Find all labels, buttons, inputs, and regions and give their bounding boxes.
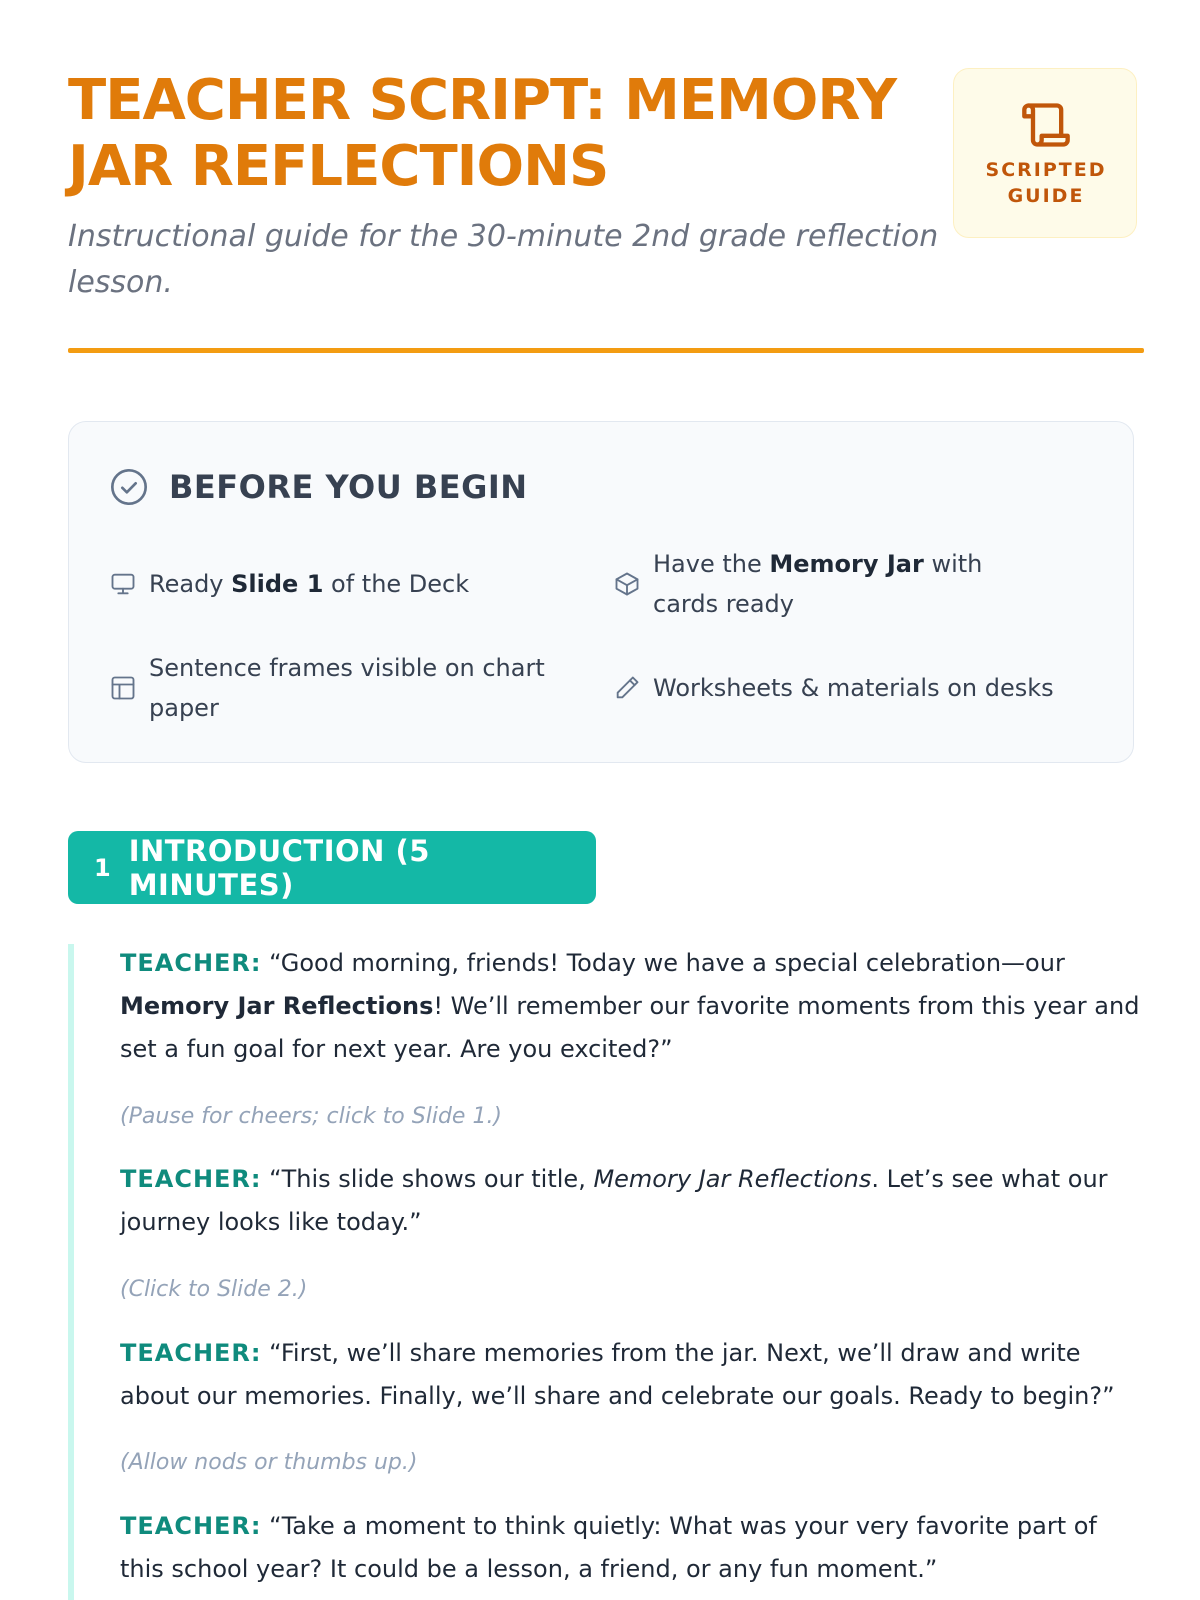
speaker-label: TEACHER: xyxy=(120,949,262,977)
script-line-3: TEACHER: “First, we’ll share memories from the jar. Next, we’ll draw and write about our memories. Finally, we’ll share and celebrate our goals. Ready to begin?” xyxy=(120,1339,1115,1410)
speaker-label: TEACHER: xyxy=(120,1339,262,1367)
before-you-begin-title: BEFORE YOU BEGIN xyxy=(169,468,528,506)
page-subtitle: Instructional guide for the 30-minute 2nd grade reflection lesson. xyxy=(68,219,939,300)
document-header xyxy=(68,68,1144,348)
script-line-2: TEACHER: “This slide shows our title, Memory Jar Reflections. Let’s see what our journey looks like today.” xyxy=(120,1165,1108,1236)
checklist-item-slide: Ready Slide 1 of the Deck xyxy=(109,564,569,604)
header-divider xyxy=(68,348,1144,353)
section-introduction-tag xyxy=(68,831,596,904)
layout-icon xyxy=(109,674,137,702)
scroll-icon xyxy=(1020,99,1072,151)
badge-line-1: SCRIPTED xyxy=(985,159,1107,181)
script-line-1: TEACHER: “Good morning, friends! Today we have a special celebration—our Memory Jar Reflections! We’ll remember our favorite moments from this year and set a fun goal for next year. Are you excited?” xyxy=(120,949,1140,1063)
stage-cue-3: (Allow nods or thumbs up.) xyxy=(120,1450,418,1475)
page-title: TEACHER SCRIPT: MEMORY JAR REFLECTIONS xyxy=(68,68,897,199)
stage-cue-1: (Pause for cheers; click to Slide 1.) xyxy=(120,1104,503,1129)
monitor-icon xyxy=(109,570,137,598)
stage-cue-2: (Click to Slide 2.) xyxy=(120,1277,308,1302)
before-you-begin-card xyxy=(68,421,1134,763)
speaker-label: TEACHER: xyxy=(120,1165,262,1193)
scripted-guide-badge xyxy=(953,68,1137,238)
pencil-icon xyxy=(613,674,641,702)
before-you-begin-header xyxy=(109,466,528,508)
checklist-item-memory-jar: Have the Memory Jar with cards ready xyxy=(613,544,1053,624)
section-label: INTRODUCTION (5 MINUTES) xyxy=(128,833,430,902)
teacher-script xyxy=(68,944,1144,1600)
checklist-item-sentence-frames: Sentence frames visible on chart paper xyxy=(109,648,549,728)
check-circle-icon xyxy=(109,467,149,507)
checklist-item-worksheets: Worksheets & materials on desks xyxy=(613,668,1073,708)
badge-line-2: GUIDE xyxy=(1007,185,1085,207)
box-icon xyxy=(613,570,641,598)
section-number: 1 xyxy=(94,853,111,882)
script-line-4: TEACHER: “Take a moment to think quietly: What was your very favorite part of this school year? It could be a lesson, a friend, or any fun moment.” xyxy=(120,1512,1097,1583)
speaker-label: TEACHER: xyxy=(120,1512,262,1540)
